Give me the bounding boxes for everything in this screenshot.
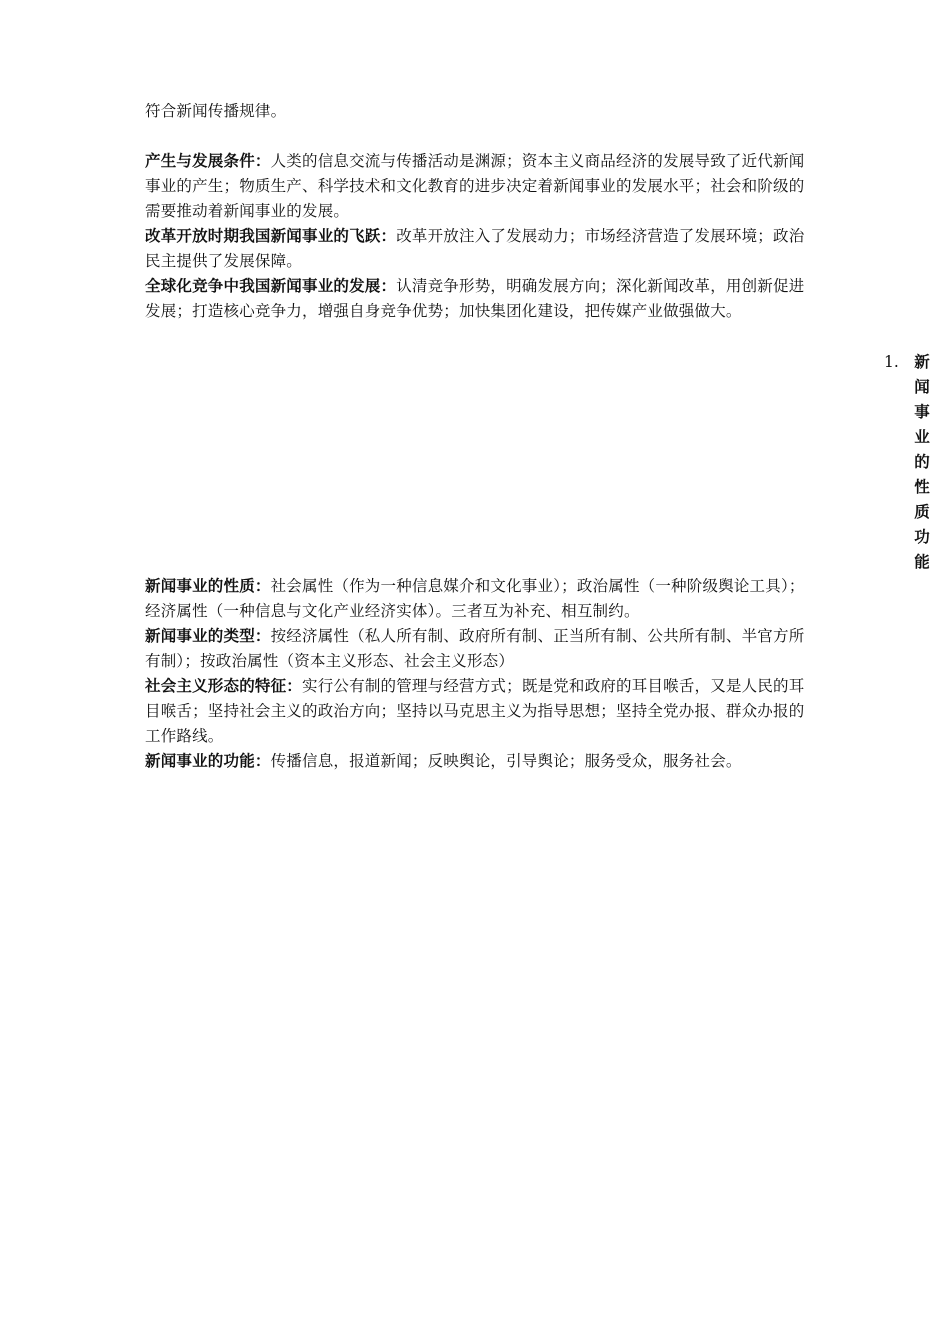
term-label: 全球化竞争中我国新闻事业的发展： [145, 277, 397, 295]
term-label: 新闻事业的类型： [145, 627, 271, 645]
middle-text-block [145, 574, 805, 774]
paragraph-origin-conditions [145, 149, 805, 224]
paragraph-reform-leap [145, 224, 805, 274]
paragraph-text: 改革开放注入了发展动力；市场经济营造了发展环境；政治民主提供了发展保障。 [145, 227, 805, 270]
paragraph-text: 认清竞争形势，明确发展方向；深化新闻改革，用创新促进发展；打造核心竞争力，增强自身竞争优势；加快集团化建设，把传媒产业做强做大。 [145, 277, 805, 320]
term-label: 新闻事业的功能： [145, 752, 271, 770]
paragraph-text: 实行公有制的管理与经营方式；既是党和政府的耳目喉舌，又是人民的耳目喉舌；坚持社会主义的政治方向；坚持以马克思主义为指导思想；坚持全党办报、群众办报的工作路线。 [145, 677, 805, 745]
paragraph-functions [145, 749, 805, 774]
paragraph-text: 人类的信息交流与传播活动是渊源；资本主义商品经济的发展导致了近代新闻事业的产生；物质生产、科学技术和文化教育的进步决定着新闻事业的发展水平；社会和阶级的需要推动着新闻事业的发展。 [145, 152, 805, 220]
paragraph-gap [145, 124, 805, 149]
heading-title: 新 闻 事 业 的 性 质 功 能 [914, 353, 930, 571]
paragraph-text: 社会属性（作为一种信息媒介和文化事业）；政治属性（一种阶级舆论工具）；经济属性（一种信息与文化产业经济实体）。三者互为补充、相互制约。 [145, 577, 805, 620]
top-text-block [145, 99, 805, 324]
heading-number: 1. [884, 353, 899, 371]
paragraph-socialist-features [145, 674, 805, 749]
term-label: 社会主义形态的特征： [145, 677, 303, 695]
paragraph-text: 按经济属性（私人所有制、政府所有制、正当所有制、公共所有制、半官方所有制）；按政治属性（资本主义形态、社会主义形态） [145, 627, 805, 670]
paragraph-types [145, 624, 805, 674]
paragraph-globalization [145, 274, 805, 324]
paragraph-text: 传播信息，报道新闻；反映舆论，引导舆论；服务受众，服务社会。 [270, 752, 742, 770]
term-label: 改革开放时期我国新闻事业的飞跃： [145, 227, 397, 245]
intro-line: 符合新闻传播规律。 [145, 102, 287, 120]
term-label: 产生与发展条件： [145, 152, 271, 170]
paragraph-nature [145, 574, 805, 624]
term-label: 新闻事业的性质： [145, 577, 271, 595]
